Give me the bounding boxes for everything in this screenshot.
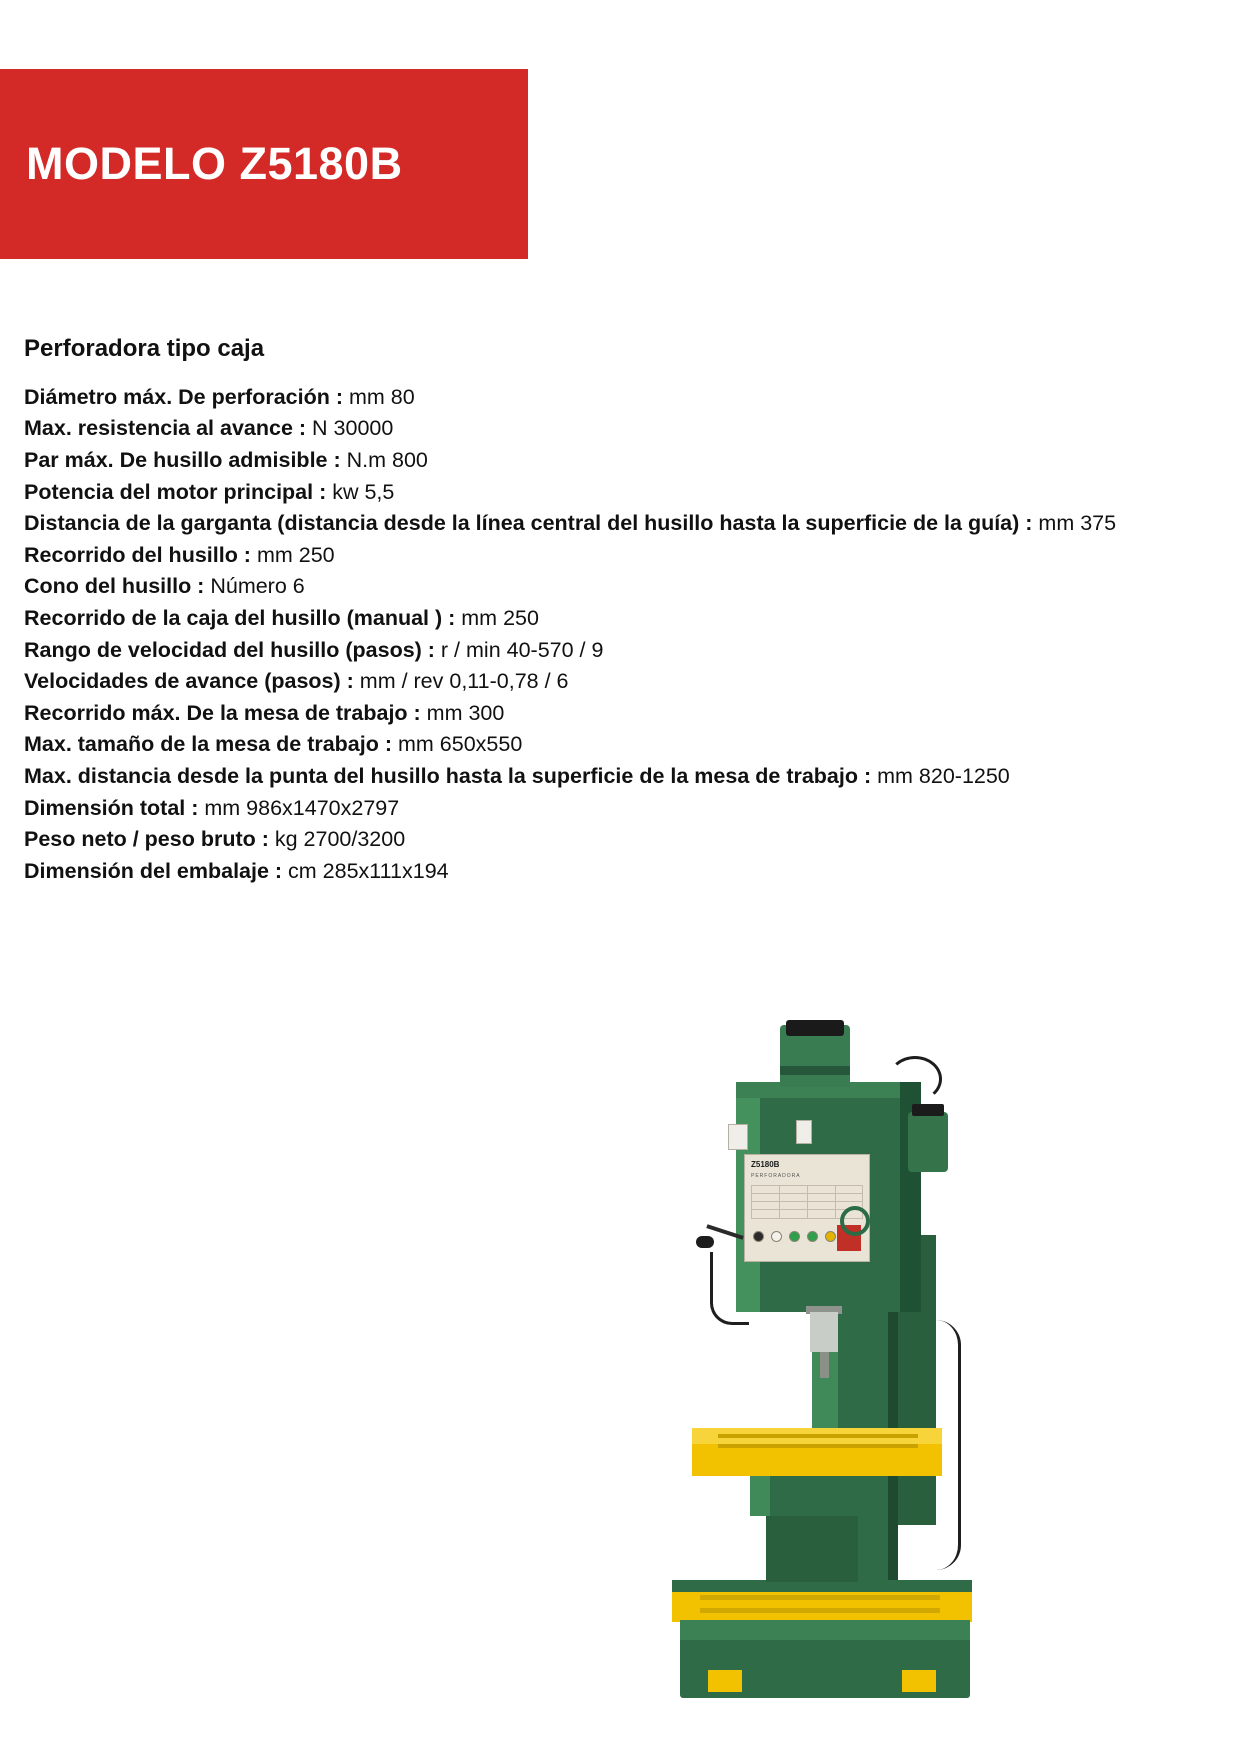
spec-item [24,603,1214,635]
panel-button-green[interactable] [789,1231,800,1242]
motor-cap [786,1020,844,1036]
specifications-section [24,335,1214,887]
spec-heading: Perforadora tipo caja [24,335,265,362]
spec-item [24,571,1214,603]
spec-item [24,761,1214,793]
spec-label: Distancia de la garganta (distancia desde la línea central del husillo hasta la superficie de la guía) : [24,511,1033,536]
spec-item [24,729,1214,761]
feed-handle-knob[interactable] [696,1236,714,1248]
spec-item [24,445,1214,477]
spec-list [24,382,1214,888]
table-knee [766,1516,858,1582]
spec-value: Número 6 [204,574,305,599]
panel-button-yellow[interactable] [825,1231,836,1242]
spec-item [24,540,1214,572]
spec-label: Dimensión del embalaje : [24,858,283,883]
spec-item [24,666,1214,698]
spec-value: mm 650x550 [392,732,523,757]
machine-base-face [680,1620,970,1640]
panel-button-black[interactable] [753,1231,764,1242]
spec-label: Max. distancia desde la punta del husillo hasta la superficie de la mesa de trabajo : [24,763,872,788]
spec-label: Potencia del motor principal : [24,479,327,504]
spec-value: mm 375 [1032,511,1117,536]
table-arm-highlight [750,1476,770,1516]
spec-value: mm 250 [455,605,539,630]
spec-value: mm 250 [250,542,335,567]
spec-item [24,856,1214,888]
spec-value: N 30000 [306,416,394,441]
spec-label: Diámetro máx. De perforación : [24,384,344,409]
spec-item [24,698,1214,730]
spec-value: mm 820-1250 [871,763,1010,788]
machine-model-label: Z5180B [751,1160,780,1169]
cable-icon [888,1056,942,1102]
header-banner [0,69,528,259]
panel-button-white[interactable] [771,1231,782,1242]
base-slot [700,1608,940,1613]
spec-item [24,635,1214,667]
hand-wheel[interactable] [840,1206,870,1236]
spec-label: Par máx. De husillo admisible : [24,447,341,472]
product-image [640,1020,1160,1720]
lever-plate-right[interactable] [796,1120,812,1144]
spec-value: N.m 800 [340,447,428,472]
cable-icon [710,1252,749,1325]
spec-label: Velocidades de avance (pasos) : [24,669,354,694]
spindle-quill [810,1312,838,1352]
spindle-tip [820,1352,829,1378]
spec-value: mm 986x1470x2797 [198,795,400,820]
spec-label: Dimensión total : [24,795,199,820]
spec-label: Recorrido del husillo : [24,542,251,567]
spec-value: r / min 40-570 / 9 [434,637,604,662]
spec-value: kg 2700/3200 [268,827,406,852]
spec-label: Max. tamaño de la mesa de trabajo : [24,732,393,757]
spec-value: cm 285x111x194 [282,858,449,883]
spec-label: Rango de velocidad del husillo (pasos) : [24,637,435,662]
work-table-slot [718,1434,918,1438]
panel-subtitle: PERFORADORA [751,1173,801,1179]
base-pad-left [708,1670,742,1692]
page-title: MODELO Z5180B [26,138,403,190]
spec-item [24,382,1214,414]
spec-value: mm 80 [343,384,415,409]
spec-item [24,413,1214,445]
work-table-slot [718,1444,918,1448]
panel-button-green[interactable] [807,1231,818,1242]
spec-item [24,477,1214,509]
secondary-motor-cap [912,1104,944,1116]
secondary-motor [908,1112,948,1172]
spec-label: Max. resistencia al avance : [24,416,307,441]
base-pad-right [902,1670,936,1692]
spec-label: Recorrido de la caja del husillo (manual ) : [24,605,456,630]
spec-value: mm / rev 0,11-0,78 / 6 [353,669,569,694]
spec-value: kw 5,5 [326,479,395,504]
lever-plate-left[interactable] [728,1124,748,1150]
spec-item [24,824,1214,856]
spec-label: Recorrido máx. De la mesa de trabajo : [24,700,421,725]
spec-label: Peso neto / peso bruto : [24,827,269,852]
spec-label: Cono del husillo : [24,574,205,599]
motor-band [780,1066,850,1075]
spec-item [24,793,1214,825]
spec-value: mm 300 [420,700,505,725]
base-slot [700,1595,940,1600]
spec-item [24,508,1214,540]
